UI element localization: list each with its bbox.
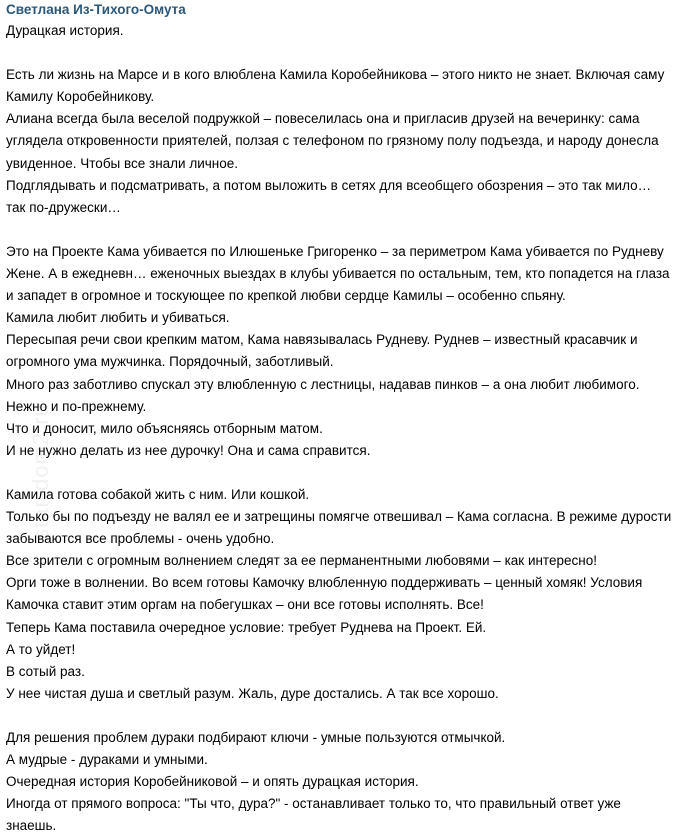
text-line: огромного ума мужчинка. Порядочный, заботливый. bbox=[6, 354, 334, 370]
text-line: Иногда от прямого вопроса: "Ты что, дура?" - останавливает только то, что правильный ответ уже bbox=[6, 796, 621, 812]
paragraph-gap bbox=[6, 42, 692, 64]
text-line: Подглядывать и подсматривать, а потом выложить в сетях для всеобщего обозрения – это так мило… bbox=[6, 177, 652, 193]
text-line: знаешь. bbox=[6, 818, 57, 834]
author-link[interactable]: Светлана Из-Тихого-Омута bbox=[6, 2, 186, 17]
text-line: и западет в огромное и тоскующее по крепкой любви сердце Камилы – особенно спьяну. bbox=[6, 288, 566, 304]
text-line: Орги тоже в волнении. Во всем готовы Камочку влюбленную поддерживать – ценный хомяк! Условия bbox=[6, 575, 643, 591]
watermark-text: star-dom2.ru bbox=[28, 403, 53, 540]
text-line: У нее чистая душа и светлый разум. Жаль, дуре достались. А так все хорошо. bbox=[6, 685, 499, 701]
paragraph-gap bbox=[6, 705, 692, 727]
post-body bbox=[6, 20, 692, 837]
text-line: Что и доносит, мило объясняясь отборным матом. bbox=[6, 420, 323, 436]
paragraph-gap bbox=[6, 462, 692, 484]
text-line: В сотый раз. bbox=[6, 663, 85, 679]
text-line: Камилу Коробейникову. bbox=[6, 89, 155, 105]
text-line: Дурацкая история. bbox=[6, 23, 124, 38]
text-line: Камила любит любить и убиваться. bbox=[6, 310, 230, 326]
text-line: Пересыпая речи свои крепким матом, Кама навязывалась Рудневу. Руднев – известный красавчик и bbox=[6, 332, 638, 348]
text-line: увиденное. Чтобы все знали личное. bbox=[6, 155, 239, 171]
text-line: Камила готова собакой жить с ним. Или кошкой. bbox=[6, 486, 310, 502]
text-line: Все зрители с огромным волнением следят за ее перманентными любовями – как интересно! bbox=[6, 553, 597, 569]
text-line: забываются все проблемы - очень удобно. bbox=[6, 531, 275, 547]
text-line: Есть ли жизнь на Марсе и в кого влюблена Камила Коробейникова – этого никто не знает. Включая саму bbox=[6, 67, 665, 83]
text-line: А то уйдет! bbox=[6, 641, 76, 657]
post bbox=[6, 0, 692, 837]
paragraph-gap bbox=[6, 219, 692, 241]
text-line: Очередная история Коробейниковой – и опять дурацкая история. bbox=[6, 774, 419, 790]
text-line: Теперь Кама поставила очередное условие: требует Руднева на Проект. Ей. bbox=[6, 619, 487, 635]
text-line: Алиана всегда была веселой подружкой – повеселилась она и пригласив друзей на вечеринку: сама bbox=[6, 111, 640, 127]
text-line: И не нужно делать из нее дурочку! Она и сама справится. bbox=[6, 442, 371, 458]
text-line: Для решения проблем дураки подбирают ключи - умные пользуются отмычкой. bbox=[6, 730, 506, 745]
text-line: А мудрые - дураками и умными. bbox=[6, 752, 208, 768]
text-line: углядела откровенности приятелей, ползая с телефоном по грязному полу подъезда, и народу донесла bbox=[6, 133, 659, 149]
text-line: Камочка ставит этим оргам на побегушках – они все готовы исполнять. Все! bbox=[6, 597, 484, 613]
text-line: Жене. А в ежедневн… еженочных выездах в клубы убивается по остальным, тем, кто попадется на глаза bbox=[6, 266, 670, 282]
text-line: Это на Проекте Кама убивается по Илюшеньке Григоренко – за периметром Кама убивается по Рудневу bbox=[6, 243, 664, 259]
text-line: Много раз заботливо спускал эту влюбленную с лестницы, надавав пинков – а она любит любимого. bbox=[6, 376, 640, 392]
text-line: Только бы по подъезду не валял ее и затрещины помягче отвешивал – Кама согласна. В режиме дурости bbox=[6, 509, 672, 525]
text-line: так по-дружески… bbox=[6, 199, 121, 215]
text-line: Нежно и по-прежнему. bbox=[6, 398, 147, 414]
